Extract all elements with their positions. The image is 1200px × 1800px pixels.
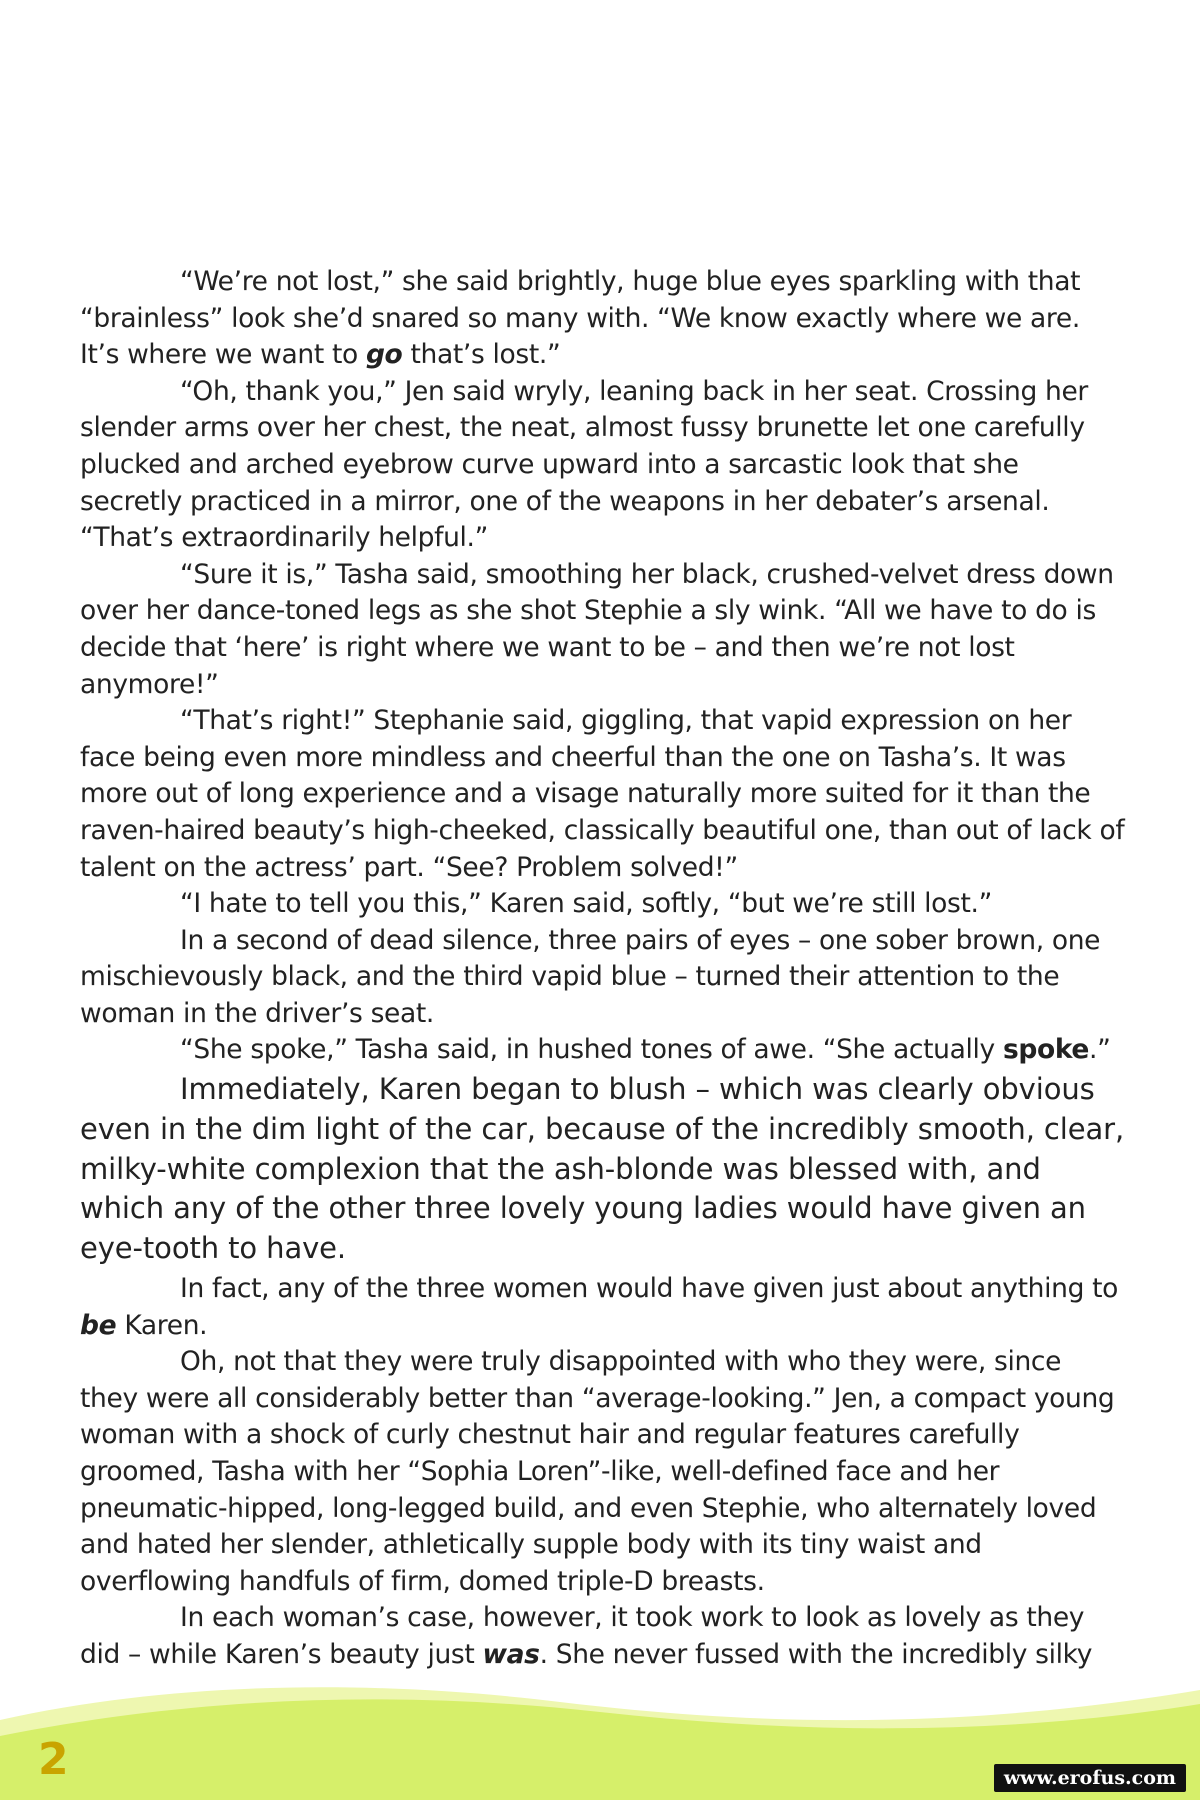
- text-run: Karen.: [116, 1309, 208, 1341]
- text-run: Oh, not that they were truly disappointed with who they were, since they were all considerably better than “average-looking.” Jen, a compact young woman with a shock of curly chestnut hair and regular features carefully groomed, Tasha with her “Sophia Loren”-like, well-defined face and her pneumatic-hipped, long-legged build, and even Stephie, who alternately loved and hated her slender, athletically supple body with its tiny waist and overflowing handfuls of firm, domed triple-D breasts.: [80, 1346, 1115, 1597]
- paragraph-5: [80, 886, 1125, 923]
- text-run: spoke: [1002, 1034, 1090, 1066]
- body-text: [80, 264, 1125, 1674]
- text-run: “That’s right!” Stephanie said, giggling, that vapid expression on her face being even more mindless and cheerful than the one on Tasha’s. It was more out of long experience and a visage naturally more suited for it than the raven-haired beauty’s high-cheeked, classically beautiful one, than out of lack of talent on the actress’ part. “See? Problem solved!”: [80, 705, 1125, 883]
- text-run: .”: [1089, 1034, 1111, 1066]
- text-run: “She spoke,” Tasha said, in hushed tones of awe. “She actually: [180, 1034, 1003, 1066]
- text-run: In each woman’s case, however, it took work to look as lovely as they did – while Karen’s beauty just: [80, 1602, 1085, 1670]
- paragraph-4: [80, 703, 1125, 886]
- text-run: In a second of dead silence, three pairs of eyes – one sober brown, one mischievously black, and the third vapid blue – turned their attention to the woman in the driver’s seat.: [80, 924, 1101, 1029]
- text-run: Immediately, Karen began to blush – which was clearly obvious even in the dim light of the car, because of the incredibly smooth, clear, milky-white complexion that the ash-blonde was blessed with, and which any of the other three lovely young ladies would have given an eye-tooth to have.: [80, 1072, 1125, 1266]
- text-run: “I hate to tell you this,” Karen said, softly, “but we’re still lost.”: [180, 888, 992, 920]
- paragraph-2: [80, 374, 1125, 557]
- paragraph-9: [80, 1271, 1125, 1344]
- text-run: that’s lost.”: [402, 339, 561, 371]
- text-run: “Sure it is,” Tasha said, smoothing her black, crushed-velvet dress down over her dance-toned legs as she shot Stephie a sly wink. “All we have to do is decide that ‘here’ is right where we want to be – and then we’re not lost anymore!”: [80, 558, 1114, 700]
- paragraph-10: [80, 1344, 1125, 1600]
- paragraph-6: [80, 923, 1125, 1033]
- text-run: was: [482, 1638, 540, 1670]
- text-run: be: [80, 1309, 117, 1341]
- paragraph-3: [80, 557, 1125, 703]
- watermark: www.erofus.com: [994, 1764, 1186, 1792]
- text-run: In fact, any of the three women would have given just about anything to: [180, 1273, 1119, 1305]
- paragraph-1: [80, 264, 1125, 374]
- text-run: . She never fussed with the incredibly silky: [539, 1638, 1093, 1670]
- text-run: “We’re not lost,” she said brightly, huge blue eyes sparkling with that “brainless” look she’d snared so many with. “We know exactly where we are. It’s where we want to: [80, 266, 1081, 371]
- paragraph-8: [80, 1070, 1125, 1269]
- text-run: “Oh, thank you,” Jen said wryly, leaning back in her seat. Crossing her slender arms over her chest, the neat, almost fussy brunette let one carefully plucked and arched eyebrow curve upward into a sarcastic look that she secretly practiced in a mirror, one of the weapons in her debater’s arsenal. “That’s extraordinarily helpful.”: [80, 375, 1088, 554]
- page-number: 2: [38, 1734, 69, 1785]
- text-run: go: [365, 339, 403, 371]
- paragraph-7: [80, 1032, 1125, 1069]
